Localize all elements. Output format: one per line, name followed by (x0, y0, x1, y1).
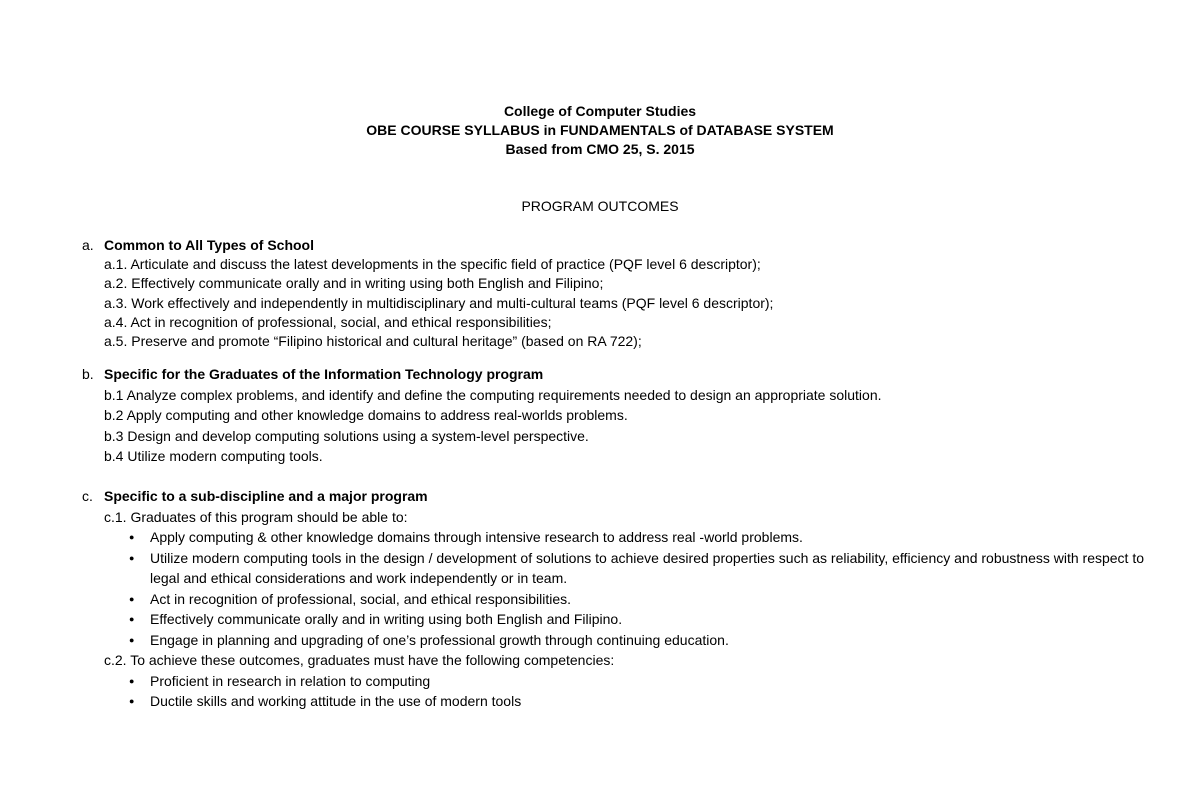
section-a (82, 236, 1162, 351)
list-item: b.4 Utilize modern computing tools. (104, 448, 323, 464)
c2-intro: c.2. To achieve these outcomes, graduates must have the following competencies: (104, 652, 615, 668)
syllabus-title: OBE COURSE SYLLABUS in FUNDAMENTALS of DATABASE SYSTEM (366, 122, 834, 138)
bullet-item: ● Proficient in research in relation to computing (82, 671, 1162, 692)
list-item: b.3 Design and develop computing solutions using a system-level perspective. (104, 427, 589, 444)
section-c-marker: c. (82, 488, 93, 504)
bullet-item: ● Ductile skills and working attitude in the use of modern tools (82, 691, 1162, 712)
program-outcomes-heading: PROGRAM OUTCOMES (521, 198, 679, 214)
list-item: b.1 Analyze complex problems, and identify and define the computing requirements needed to design an appropriate solution. (104, 386, 882, 403)
list-item: a.2. Effectively communicate orally and in writing using both English and Filipino; (104, 275, 604, 292)
section-c-heading (82, 486, 1162, 507)
section-c (82, 486, 1162, 712)
college-name: College of Computer Studies (503, 103, 697, 119)
section-a-marker: a. (82, 237, 94, 253)
section-b (82, 364, 1162, 467)
bullet-item: ● Apply computing & other knowledge domains through intensive research to address real -world problems. (82, 527, 1162, 548)
section-c-title: Specific to a sub-discipline and a major program (104, 488, 428, 504)
bullet-item: ● Utilize modern computing tools in the design / development of solutions to achieve desired properties such as reliability, efficiency and robustness with respect to legal and ethical considerations and work independently or in team. (82, 548, 1162, 589)
c1-intro: c.1. Graduates of this program should be able to: (104, 508, 408, 525)
list-item: a.4. Act in recognition of professional, social, and ethical responsibilities; (104, 313, 552, 330)
list-item: a.5. Preserve and promote “Filipino historical and cultural heritage” (based on RA 722); (104, 333, 642, 350)
cmo-basis: Based from CMO 25, S. 2015 (505, 141, 695, 157)
document-header (0, 102, 1200, 159)
list-item: a.1. Articulate and discuss the latest developments in the specific field of practice (PQF level 6 descriptor); (104, 256, 761, 273)
section-b-marker: b. (82, 366, 94, 382)
section-a-heading (82, 236, 1162, 255)
section-b-title: Specific for the Graduates of the Information Technology program (104, 366, 544, 382)
list-item: b.2 Apply computing and other knowledge domains to address real-worlds problems. (104, 407, 628, 423)
section-b-heading (82, 364, 1162, 385)
list-item: a.3. Work effectively and independently in multidisciplinary and multi-cultural teams (PQF level 6 descriptor); (104, 294, 774, 311)
bullet-item: ● Engage in planning and upgrading of one’s professional growth through continuing education. (82, 630, 1162, 651)
section-a-title: Common to All Types of School (104, 237, 314, 253)
bullet-item: ● Act in recognition of professional, social, and ethical responsibilities. (82, 589, 1162, 610)
bullet-item: ● Effectively communicate orally and in writing using both English and Filipino. (82, 609, 1162, 630)
